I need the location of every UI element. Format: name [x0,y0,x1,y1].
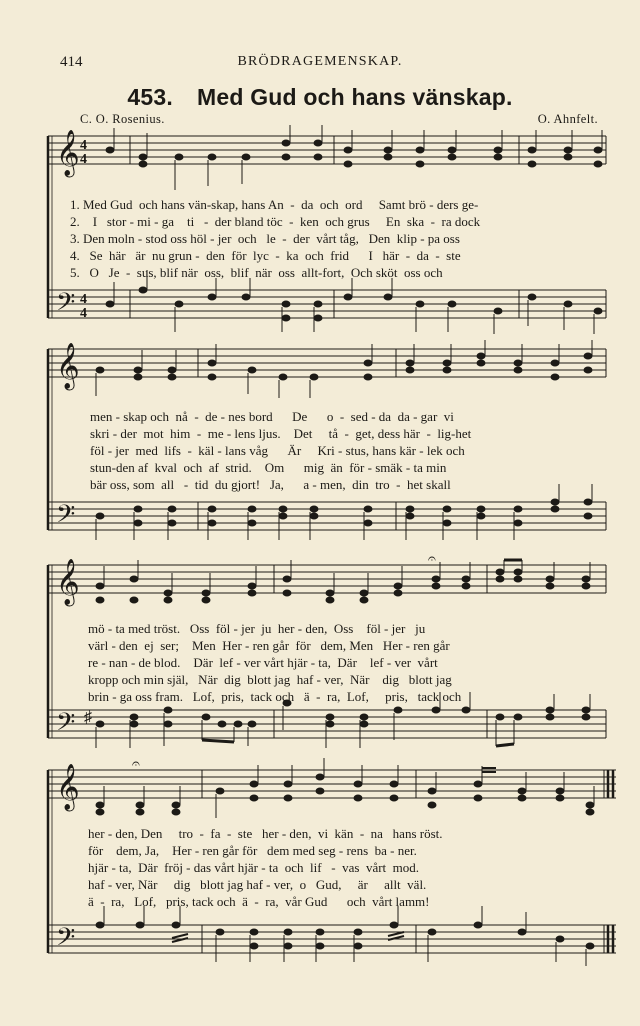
lyric-line: hjär - ta, Där fröj - das vårt hjär - ta och lif - vas vårt mod. [88,860,420,875]
lyric-line: skri - der mot him - me - lens ljus. Det tå - get, dess här - lig-het [90,426,472,441]
treble-staff [48,770,616,798]
author-credit: C. O. Rosenius. [80,112,165,126]
lyric-line: haf - ver, När dig blott jag haf - ver, o Gud, är allt väl. [88,877,427,892]
fermata-icon: 𝄐 [132,757,140,772]
bass-clef-icon: 𝄢 [56,924,76,957]
treble-notes [96,758,594,818]
bass-clef-icon: 𝄢 [56,289,76,322]
system-1 [48,125,606,334]
lyric-line: her - den, Den tro - fa - ste her - den, vi kän - na hans röst. [88,826,443,841]
lyric-line: 1. Med Gud och hans vän-skap, hans An - da och ord Samt brö - ders ge- [70,197,479,212]
lyric-line: brin - ga oss fram. Lof, pris, tack och ä - ra, Lof, pris, tack och [88,689,462,704]
treble-staff [48,136,606,164]
bass-staff [48,502,606,530]
bass-notes [96,484,592,540]
lyric-line: re - nan - de blod. Där lef - ver vårt hjär - ta, Där lef - ver vårt [88,655,438,670]
composer-credit: O. Ahnfelt. [537,112,598,126]
lyric-line: 2. I stor - mi - ga ti - der bland töc - ken och grus En ska - ra dock [70,214,481,229]
treble-clef-icon: 𝄞 [56,130,80,175]
time-signature-bass: 4 [80,306,87,321]
treble-clef-icon: 𝄞 [56,764,80,809]
lyric-line: men - skap och nå - de - nes bord De o - sed - da da - gar vi [90,409,454,424]
time-signature-bass: 4 [80,292,87,307]
bass-notes [96,906,594,966]
running-title: BRÖDRAGEMENSKAP. [237,54,403,69]
time-signature-top: 4 [80,138,87,153]
lyric-line: värl - den ej ser; Men Her - ren går för dem, Men Her - ren går [88,638,450,653]
fermata-icon: 𝄐 [428,552,436,567]
page-number: 414 [60,54,83,70]
lyric-line: 4. Se här är nu grun - den för lyc - ka och frid I här - da - ste [70,248,461,263]
lyric-line: mö - ta med tröst. Oss föl - jer ju her - den, Oss föl - jer ju [88,621,426,636]
lyric-line: för dem, Ja, Her - ren går för dem med seg - rens ba - ner. [88,843,417,858]
sharp-icon: ♯ [84,709,92,726]
hymn-number: 453. [127,84,173,110]
bass-staff [48,290,606,318]
lyric-line: stun-den af kval och af strid. Om mig än för - smäk - ta min [90,460,447,475]
hymn-title-text: Med Gud och hans vänskap. [197,84,513,110]
lyric-line: föl - jer med lifs - käl - lans våg Är Kri - stus, hans kär - lek och [90,443,465,458]
lyric-line: bär oss, som all - tid du gjort! Ja, a - men, din tro - het skall [90,477,451,492]
lyric-line: kropp och min själ, När dig blott jag haf - ver, När dig blott jag [88,672,452,687]
lyric-line: ä - ra, Lof, pris, tack och ä - ra, vår Gud och vårt lamm! [88,894,430,909]
lyric-line: 3. Den moln - stod oss höl - jer och le - der vårt tåg, Den klip - pa oss [70,231,460,246]
treble-clef-icon: 𝄞 [56,559,80,604]
bass-clef-icon: 𝄢 [56,501,76,534]
treble-clef-icon: 𝄞 [56,343,80,388]
bass-clef-icon: 𝄢 [56,709,76,742]
time-signature-top: 4 [80,152,87,167]
treble-notes [96,560,590,603]
lyric-line: 5. O Je - sus, blif när oss, blif när oss allt-fort, Och sköt oss och [70,265,443,280]
bass-staff [48,925,616,953]
